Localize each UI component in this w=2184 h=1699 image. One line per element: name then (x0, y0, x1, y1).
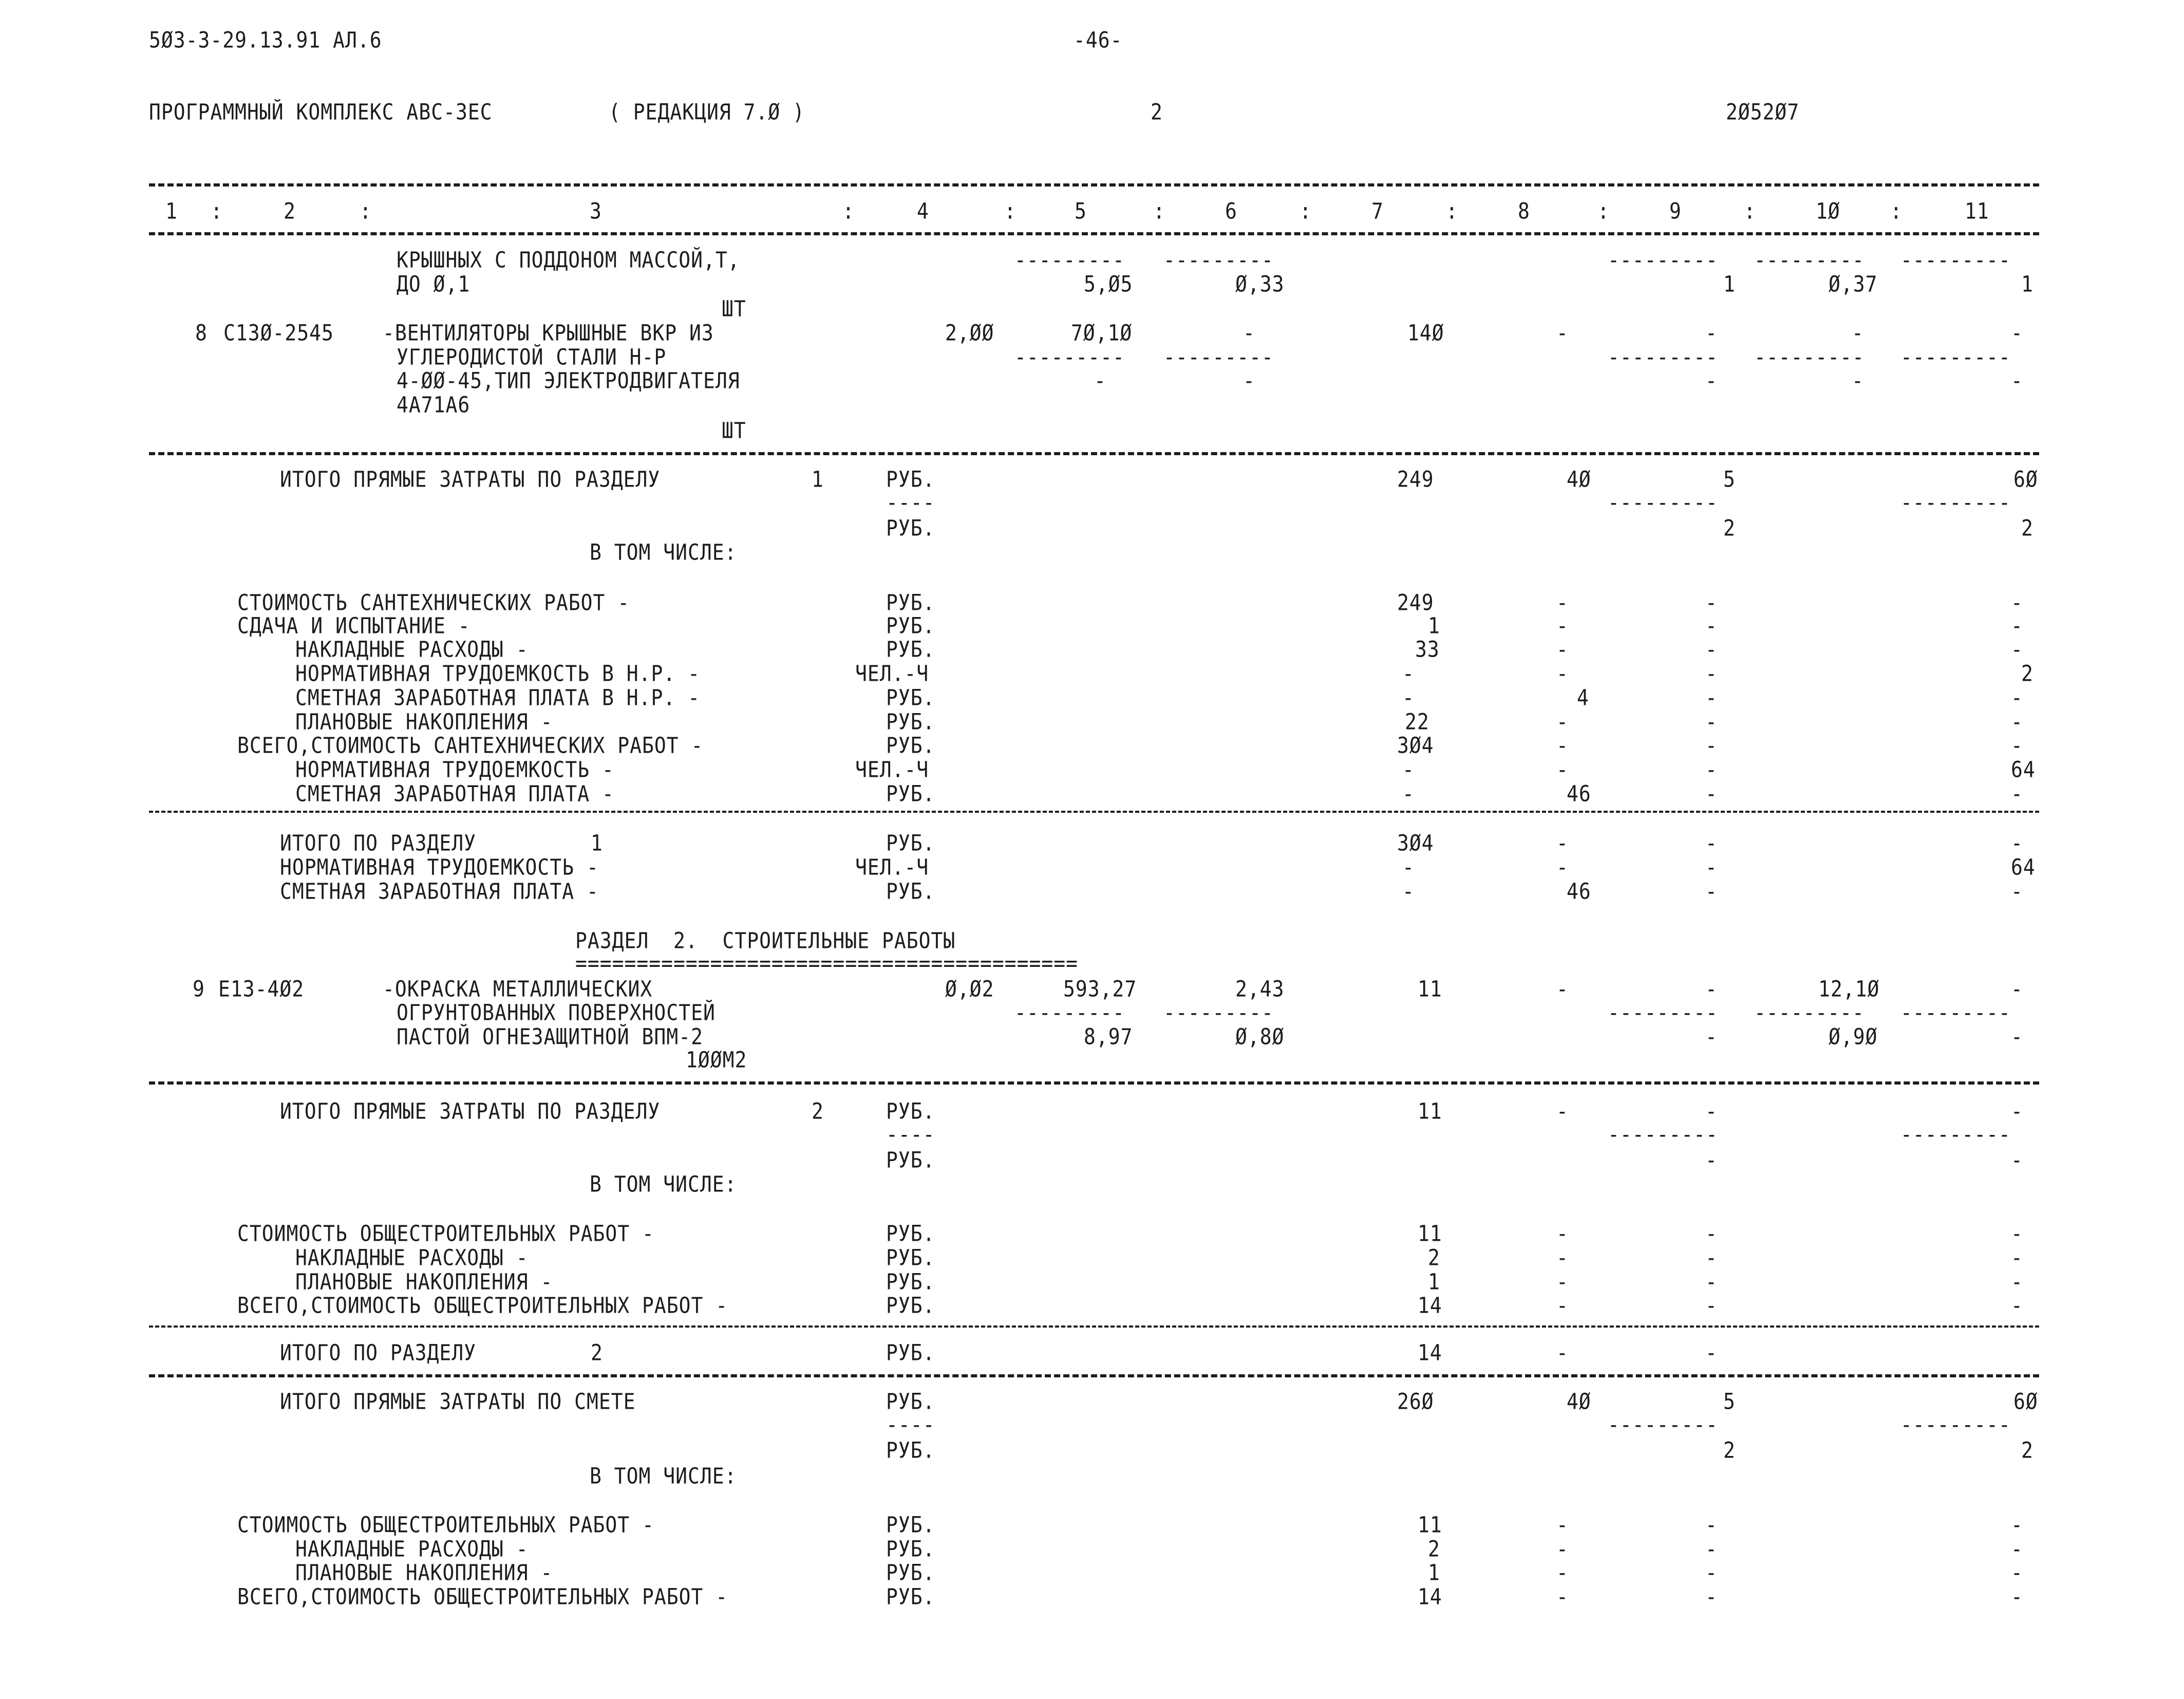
section-title-underline: ========================================= (575, 950, 1078, 976)
cell-col11: - (2011, 637, 2023, 662)
summary-label: ИТОГО ПРЯМЫЕ ЗАТРАТЫ ПО РАЗДЕЛУ (280, 1098, 661, 1124)
cell-col6: Ø,8Ø (1235, 1024, 1285, 1050)
cell-col10: - (1852, 320, 1864, 346)
subrule: --------- (1900, 1122, 2011, 1147)
cell-col11: 64 (2011, 757, 2036, 782)
column-header: 8 (1518, 198, 1530, 224)
cell-col7: 11 (1418, 976, 1442, 1002)
cell-col11: - (2011, 1560, 2023, 1585)
subheading: В ТОМ ЧИСЛЕ: (590, 1171, 737, 1197)
cell-col11: 2 (2021, 1437, 2034, 1463)
row-unit: РУБ. (886, 1269, 935, 1295)
subrule: --------- (1014, 1000, 1125, 1025)
cell-col9: - (1705, 1098, 1718, 1124)
section-rule (149, 811, 2039, 813)
cell-col11: - (2011, 1512, 2023, 1538)
item-description: КРЫШНЫХ С ПОДДОНОМ МАССОЙ,Т, (397, 247, 740, 273)
column-header: 1Ø (1816, 198, 1840, 224)
cell-col9: - (1705, 976, 1718, 1002)
cell-col6: - (1243, 368, 1255, 394)
cell-col7: 11 (1418, 1221, 1442, 1246)
row-label: ПЛАНОВЫЕ НАКОПЛЕНИЯ - (295, 1269, 553, 1295)
cell-col9: - (1705, 320, 1718, 346)
unit-label: РУБ. (886, 515, 935, 541)
cell-col11: 6Ø (2013, 466, 2038, 492)
cell-col8: - (1556, 590, 1569, 615)
subrule: --------- (1608, 1412, 1718, 1437)
cell-col9: - (1705, 637, 1718, 662)
row-label: НАКЛАДНЫЕ РАСХОДЫ - (295, 637, 529, 662)
item-code: С13Ø-2545 (223, 320, 334, 346)
item-number: 8 (195, 320, 208, 346)
cell-col11: - (2011, 1536, 2023, 1562)
item-description: 4А71А6 (397, 392, 470, 418)
cell-col9: - (1705, 1584, 1718, 1610)
item-code: Е13-4Ø2 (218, 976, 305, 1002)
cell-col9: - (1705, 661, 1718, 686)
cell-col7: 14 (1418, 1584, 1442, 1610)
item-description: ДО Ø,1 (397, 271, 470, 297)
row-unit: РУБ. (886, 1512, 935, 1538)
cell-col7: - (1402, 685, 1415, 711)
cell-col7: 14Ø (1407, 320, 1444, 346)
cell-col9: - (1705, 757, 1718, 782)
cell-col7: 249 (1397, 590, 1434, 615)
subrule: --------- (1754, 344, 1865, 370)
cell-col11: 6Ø (2013, 1389, 2038, 1414)
cell-col9: - (1705, 1536, 1718, 1562)
row-label: СМЕТНАЯ ЗАРАБОТНАЯ ПЛАТА - (295, 781, 614, 807)
row-label: ВСЕГО,СТОИМОСТЬ САНТЕХНИЧЕСКИХ РАБОТ - (237, 733, 704, 758)
column-separator: : (211, 198, 223, 224)
summary-section-number: 1 (591, 830, 603, 856)
row-unit: РУБ. (886, 613, 935, 639)
cell-col11: - (2011, 685, 2023, 711)
item-description: ОГРУНТОВАННЫХ ПОВЕРХНОСТЕЙ (397, 1000, 716, 1025)
subrule: --------- (1014, 344, 1125, 370)
cell-col9: - (1705, 830, 1718, 856)
row-label: ПЛАНОВЫЕ НАКОПЛЕНИЯ - (295, 709, 553, 735)
section-rule (149, 1374, 2039, 1377)
cell-col9: - (1705, 1147, 1718, 1173)
document-code: 5Ø3-3-29.13.91 АЛ.6 (149, 27, 382, 53)
row-unit: ЧЕЛ.-Ч (855, 757, 929, 782)
cell-col11: - (2011, 976, 2023, 1002)
cell-col9: - (1705, 1512, 1718, 1538)
column-separator: : (1744, 198, 1756, 224)
row-label: СМЕТНАЯ ЗАРАБОТНАЯ ПЛАТА - (280, 879, 599, 904)
subrule: --------- (1163, 1000, 1274, 1025)
row-unit: РУБ. (886, 1560, 935, 1585)
row-label: ВСЕГО,СТОИМОСТЬ ОБЩЕСТРОИТЕЛЬНЫХ РАБОТ - (237, 1584, 728, 1610)
subrule: --------- (1608, 1122, 1718, 1147)
section-title: РАЗДЕЛ 2. СТРОИТЕЛЬНЫЕ РАБОТЫ (575, 928, 956, 954)
cell-quantity: Ø,Ø2 (945, 976, 994, 1002)
cell-col9: - (1705, 1269, 1718, 1295)
subrule: --------- (1754, 247, 1865, 273)
row-unit: РУБ. (886, 709, 935, 735)
header-top-rule (149, 183, 2039, 186)
cell-col8: - (1556, 1584, 1569, 1610)
row-label: СТОИМОСТЬ ОБЩЕСТРОИТЕЛЬНЫХ РАБОТ - (237, 1512, 654, 1538)
section-rule (149, 1081, 2039, 1085)
cell-col8: 46 (1567, 781, 1591, 807)
column-separator: : (1890, 198, 1903, 224)
row-label: СТОИМОСТЬ ОБЩЕСТРОИТЕЛЬНЫХ РАБОТ - (237, 1221, 654, 1246)
cell-col8: - (1556, 709, 1569, 735)
cell-col7: 3Ø4 (1397, 830, 1434, 856)
row-unit: РУБ. (886, 1245, 935, 1271)
cell-col9: - (1705, 733, 1718, 758)
cell-col7: 11 (1418, 1098, 1442, 1124)
subrule: --------- (1163, 247, 1274, 273)
cell-col8: - (1556, 1560, 1569, 1585)
cell-col7: 14 (1418, 1293, 1442, 1318)
cell-col9: - (1705, 1293, 1718, 1318)
row-unit: РУБ. (886, 1293, 935, 1318)
cell-col8: - (1556, 661, 1569, 686)
cell-col11: - (2011, 1293, 2023, 1318)
column-separator: : (1597, 198, 1610, 224)
row-unit: РУБ. (886, 637, 935, 662)
row-unit: РУБ. (886, 1221, 935, 1246)
header-bottom-rule (149, 232, 2039, 235)
cell-col11: 2 (2021, 661, 2034, 686)
cell-col11: - (2011, 781, 2023, 807)
cell-col11: 1 (2021, 271, 2034, 297)
cell-col8: - (1556, 613, 1569, 639)
cell-col9: - (1705, 1340, 1718, 1366)
sheet-number: 2 (1151, 99, 1163, 125)
row-unit: ЧЕЛ.-Ч (855, 854, 929, 880)
cell-col8: - (1556, 1340, 1569, 1366)
cell-col7: 3Ø4 (1397, 733, 1434, 758)
cell-col9: - (1705, 854, 1718, 880)
subrule: --------- (1608, 490, 1718, 515)
subheading: В ТОМ ЧИСЛЕ: (590, 539, 737, 565)
cell-col7: 1 (1428, 1560, 1440, 1585)
column-separator: : (1004, 198, 1016, 224)
unit-label: РУБ. (886, 1147, 935, 1173)
cell-col8: - (1556, 1269, 1569, 1295)
row-label: НОРМАТИВНАЯ ТРУДОЕМКОСТЬ - (280, 854, 599, 880)
column-header: 1 (165, 198, 178, 224)
cell-col9: 5 (1723, 1389, 1736, 1414)
cell-col9: - (1705, 685, 1718, 711)
cell-col9: 1 (1723, 271, 1736, 297)
row-unit: РУБ. (886, 1584, 935, 1610)
cell-col11: - (2011, 368, 2023, 394)
cell-col8: - (1556, 637, 1569, 662)
column-separator: : (1153, 198, 1165, 224)
column-separator: : (842, 198, 855, 224)
subrule: --------- (1900, 344, 2011, 370)
cell-col9: 2 (1723, 1437, 1736, 1463)
cell-col8: - (1556, 830, 1569, 856)
cell-col9: - (1705, 613, 1718, 639)
cell-col11: - (2011, 590, 2023, 615)
subheading: В ТОМ ЧИСЛЕ: (590, 1463, 737, 1489)
column-header: 9 (1669, 198, 1682, 224)
section-rule (149, 452, 2039, 455)
item-description: -ОКРАСКА МЕТАЛЛИЧЕСКИХ (383, 976, 653, 1002)
row-unit: ЧЕЛ.-Ч (855, 661, 929, 686)
cell-col8: - (1556, 854, 1569, 880)
cell-col7: 2 (1428, 1536, 1440, 1562)
column-separator: : (360, 198, 372, 224)
cell-col8: 4Ø (1567, 466, 1591, 492)
subrule: ---- (886, 490, 935, 515)
cell-col9: - (1705, 590, 1718, 615)
cell-col11: - (2011, 1584, 2023, 1610)
row-unit: РУБ. (886, 781, 935, 807)
cell-col7: - (1402, 854, 1415, 880)
cell-col7: 22 (1405, 709, 1429, 735)
cell-col11: 64 (2011, 854, 2036, 880)
cell-quantity: 2,ØØ (945, 320, 994, 346)
cell-col11: - (2011, 1147, 2023, 1173)
cell-col11: - (2011, 879, 2023, 904)
cell-col8: - (1556, 757, 1569, 782)
subrule: --------- (1608, 344, 1718, 370)
cell-col6: - (1243, 320, 1255, 346)
cell-col9: 2 (1723, 515, 1736, 541)
item-description: УГЛЕРОДИСТОЙ СТАЛИ Н-Р (397, 344, 667, 370)
cell-col7: - (1402, 661, 1415, 686)
cell-col8: 46 (1567, 879, 1591, 904)
cell-col10: Ø,37 (1829, 271, 1878, 297)
cell-col9: - (1705, 879, 1718, 904)
cell-col7: 249 (1397, 466, 1434, 492)
row-unit: РУБ. (886, 830, 935, 856)
row-label: НАКЛАДНЫЕ РАСХОДЫ - (295, 1245, 529, 1271)
cell-col11: - (2011, 733, 2023, 758)
cell-col11: - (2011, 830, 2023, 856)
summary-label: ИТОГО ПРЯМЫЕ ЗАТРАТЫ ПО РАЗДЕЛУ (280, 466, 661, 492)
program-edition: ( РЕДАКЦИЯ 7.Ø ) (609, 99, 805, 125)
column-header: 3 (590, 198, 602, 224)
subrule: --------- (1900, 1412, 2011, 1437)
summary-section-number: 1 (812, 466, 824, 492)
cell-col11: - (2011, 709, 2023, 735)
cell-col5: 5,Ø5 (1084, 271, 1133, 297)
cell-col7: 1 (1428, 1269, 1440, 1295)
cell-col9: 5 (1723, 466, 1736, 492)
cell-col5: 8,97 (1084, 1024, 1133, 1050)
cell-col11: - (2011, 1098, 2023, 1124)
cell-col8: - (1556, 1245, 1569, 1271)
unit-label: РУБ. (886, 1098, 935, 1124)
subrule: --------- (1900, 247, 2011, 273)
cell-col9: - (1705, 1245, 1718, 1271)
cell-col8: - (1556, 1512, 1569, 1538)
cell-col9: - (1705, 1560, 1718, 1585)
cell-col8: 4Ø (1567, 1389, 1591, 1414)
program-name: ПРОГРАММНЫЙ КОМПЛЕКС АВС-3ЕС (149, 99, 493, 125)
cell-col5: 7Ø,1Ø (1071, 320, 1133, 346)
unit-label: РУБ. (886, 1389, 935, 1414)
cell-col8: - (1556, 320, 1569, 346)
subrule: --------- (1608, 247, 1718, 273)
subrule: --------- (1900, 1000, 2011, 1025)
cell-col7: 26Ø (1397, 1389, 1434, 1414)
cell-col11: - (2011, 1221, 2023, 1246)
row-unit: РУБ. (886, 590, 935, 615)
column-header: 6 (1225, 198, 1237, 224)
cell-col9: - (1705, 781, 1718, 807)
cell-col10: 12,1Ø (1818, 976, 1880, 1002)
cell-col8: - (1556, 1221, 1569, 1246)
row-unit: РУБ. (886, 1340, 935, 1366)
row-label: ИТОГО ПО РАЗДЕЛУ (280, 1340, 477, 1366)
cell-col7: 1 (1428, 613, 1440, 639)
cell-col8: - (1556, 1536, 1569, 1562)
row-label: ИТОГО ПО РАЗДЕЛУ (280, 830, 477, 856)
cell-col10: - (1852, 368, 1864, 394)
column-header: 4 (917, 198, 929, 224)
page-number: -46- (1074, 27, 1123, 53)
cell-col11: 2 (2021, 515, 2034, 541)
cell-col11: - (2011, 613, 2023, 639)
cell-col8: - (1556, 733, 1569, 758)
summary-label: ИТОГО ПРЯМЫЕ ЗАТРАТЫ ПО СМЕТЕ (280, 1389, 636, 1414)
unit-label: ШТ (722, 296, 746, 322)
cell-col6: Ø,33 (1235, 271, 1285, 297)
unit-label: ШТ (722, 418, 746, 443)
cell-col7: - (1402, 757, 1415, 782)
row-label: ПЛАНОВЫЕ НАКОПЛЕНИЯ - (295, 1560, 553, 1585)
column-separator: : (1446, 198, 1458, 224)
cell-col5: - (1094, 368, 1106, 394)
subrule: --------- (1900, 490, 2011, 515)
cell-col8: - (1556, 976, 1569, 1002)
row-label: СДАЧА И ИСПЫТАНИЕ - (237, 613, 470, 639)
cell-col9: - (1705, 709, 1718, 735)
cell-col9: - (1705, 1024, 1718, 1050)
cell-col7: 2 (1428, 1245, 1440, 1271)
cell-col11: - (2011, 1269, 2023, 1295)
cell-col8: 4 (1577, 685, 1589, 711)
cell-col7: 33 (1415, 637, 1440, 662)
summary-section-number: 2 (591, 1340, 603, 1366)
row-unit: РУБ. (886, 1536, 935, 1562)
item-number: 9 (193, 976, 205, 1002)
unit-label: РУБ. (886, 1437, 935, 1463)
column-header: 2 (284, 198, 296, 224)
cell-col10: Ø,9Ø (1829, 1024, 1878, 1050)
column-separator: : (1300, 198, 1312, 224)
section-rule (149, 1325, 2039, 1328)
row-label: СМЕТНАЯ ЗАРАБОТНАЯ ПЛАТА В Н.Р. - (295, 685, 700, 711)
cell-col7: - (1402, 879, 1415, 904)
subrule: --------- (1163, 344, 1274, 370)
row-label: НОРМАТИВНАЯ ТРУДОЕМКОСТЬ В Н.Р. - (295, 661, 700, 686)
cell-col11: - (2011, 1245, 2023, 1271)
cell-col8: - (1556, 1098, 1569, 1124)
row-unit: РУБ. (886, 879, 935, 904)
item-description: ПАСТОЙ ОГНЕЗАЩИТНОЙ ВПМ-2 (397, 1024, 703, 1050)
subrule: ---- (886, 1122, 935, 1147)
cell-col9: - (1705, 368, 1718, 394)
cell-col9: - (1705, 1221, 1718, 1246)
row-label: ВСЕГО,СТОИМОСТЬ ОБЩЕСТРОИТЕЛЬНЫХ РАБОТ - (237, 1293, 728, 1318)
estimate-code: 2Ø52Ø7 (1726, 99, 1800, 125)
subrule: --------- (1014, 247, 1125, 273)
row-unit: РУБ. (886, 685, 935, 711)
subrule: --------- (1754, 1000, 1865, 1025)
cell-col7: 14 (1418, 1340, 1442, 1366)
unit-label: РУБ. (886, 466, 935, 492)
cell-col11: - (2011, 320, 2023, 346)
subrule: ---- (886, 1412, 935, 1437)
summary-section-number: 2 (812, 1098, 824, 1124)
cell-col6: 2,43 (1235, 976, 1285, 1002)
column-header: 11 (1965, 198, 1989, 224)
cell-col7: - (1402, 781, 1415, 807)
column-header: 7 (1371, 198, 1384, 224)
subrule: --------- (1608, 1000, 1718, 1025)
unit-label: 1ØØМ2 (686, 1047, 747, 1073)
cell-col7: 11 (1418, 1512, 1442, 1538)
cell-col5: 593,27 (1063, 976, 1137, 1002)
item-description: 4-ØØ-45,ТИП ЭЛЕКТРОДВИГАТЕЛЯ (397, 368, 740, 394)
cell-col8: - (1556, 1293, 1569, 1318)
row-label: НОРМАТИВНАЯ ТРУДОЕМКОСТЬ - (295, 757, 614, 782)
row-unit: РУБ. (886, 733, 935, 758)
item-description: -ВЕНТИЛЯТОРЫ КРЫШНЫЕ ВКР ИЗ (383, 320, 714, 346)
row-label: НАКЛАДНЫЕ РАСХОДЫ - (295, 1536, 529, 1562)
cell-col11: - (2011, 1024, 2023, 1050)
column-header: 5 (1075, 198, 1087, 224)
row-label: СТОИМОСТЬ САНТЕХНИЧЕСКИХ РАБОТ - (237, 590, 630, 615)
